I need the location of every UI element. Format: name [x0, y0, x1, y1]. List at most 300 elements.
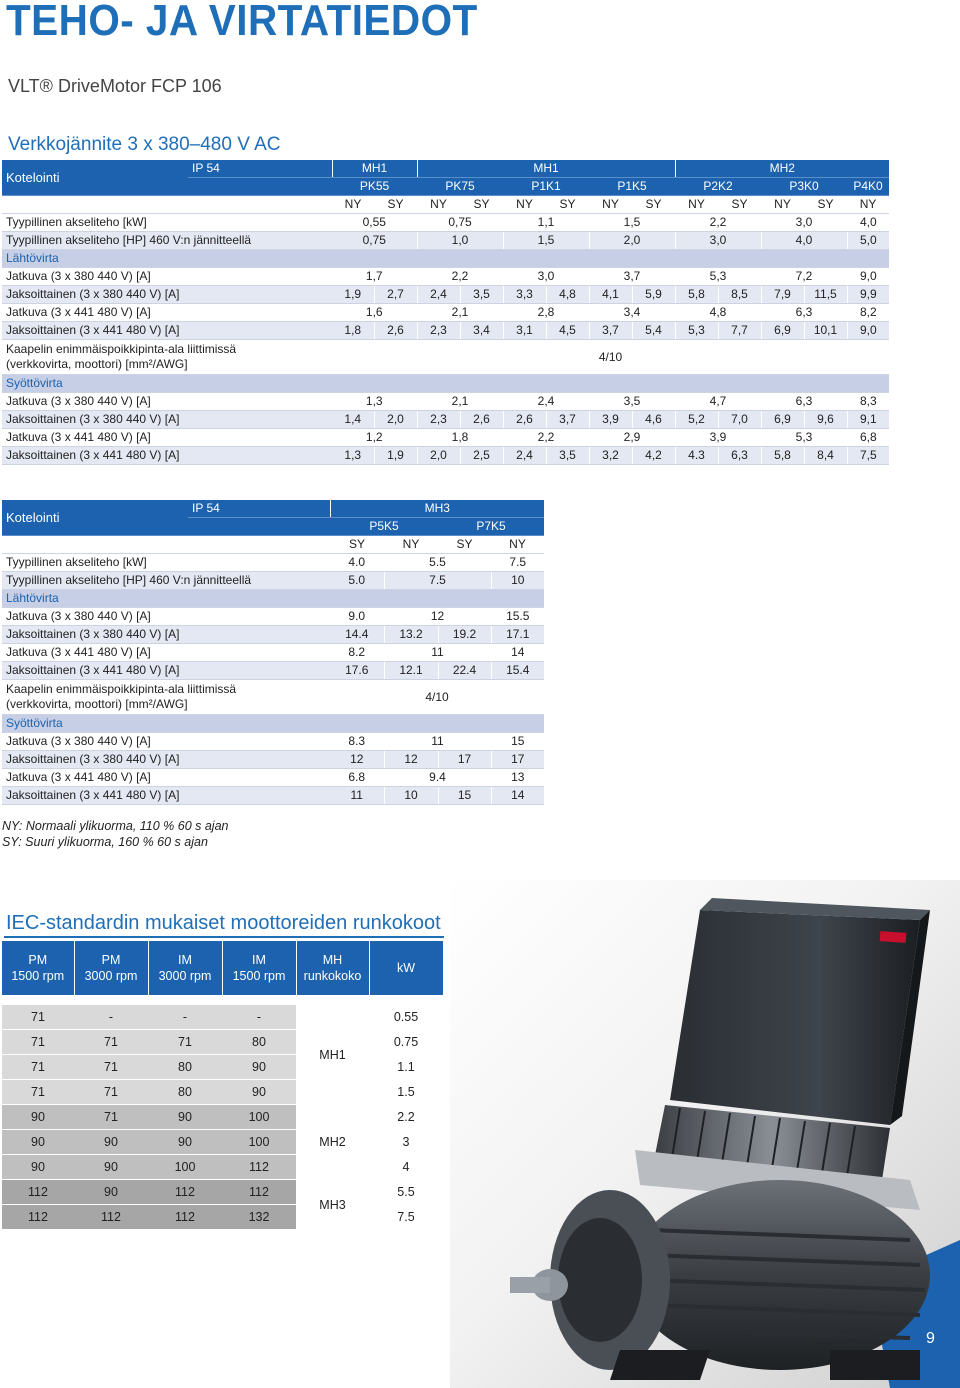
value-cell: 3,4 — [589, 304, 675, 322]
value-cell: 11 — [384, 733, 491, 751]
value-cell: 19.2 — [438, 626, 491, 644]
row-label: Jaksoittainen (3 x 441 480 V) [A] — [2, 662, 330, 680]
data-row — [2, 322, 889, 340]
spacer-cell — [2, 996, 443, 1005]
iec-kw-cell: 5.5 — [369, 1180, 443, 1205]
blank-cell — [188, 196, 332, 214]
iec-frame-cell: MH1 — [296, 1005, 369, 1105]
value-cell: 3,2 — [589, 447, 632, 465]
value-cell: 7,9 — [761, 286, 804, 304]
row-label: Jatkuva (3 x 380 440 V) [A] — [2, 268, 332, 286]
value-cell: 5,9 — [632, 286, 675, 304]
value-cell: 3,0 — [675, 232, 761, 250]
frame-mh1-a: MH1 — [332, 160, 417, 178]
data-row — [2, 554, 544, 572]
value-cell: 3,5 — [460, 286, 503, 304]
value-cell: 8,4 — [804, 447, 847, 465]
iec-cell: 90 — [148, 1105, 222, 1130]
iec-header-cell — [296, 941, 369, 996]
duty-cell: NY — [847, 196, 889, 214]
row-label: Jaksoittainen (3 x 441 480 V) [A] — [2, 787, 330, 805]
value-cell: 4,0 — [761, 232, 847, 250]
value-cell: 2,6 — [503, 411, 546, 429]
iec-title-rule — [4, 936, 444, 938]
value-cell: 2,1 — [417, 393, 503, 411]
value-cell: 14 — [491, 787, 544, 805]
row-label: Jatkuva (3 x 441 480 V) [A] — [2, 644, 330, 662]
data-row — [2, 411, 889, 429]
value-cell: 12.1 — [384, 662, 438, 680]
iec-kw-cell: 2.2 — [369, 1105, 443, 1130]
value-cell: 6,3 — [761, 393, 847, 411]
value-cell: 3,3 — [503, 286, 546, 304]
value-cell: 5,3 — [675, 268, 761, 286]
iec-kw-cell: 0.75 — [369, 1030, 443, 1055]
row-label: Jaksoittainen (3 x 380 440 V) [A] — [2, 626, 330, 644]
row-label: Jatkuva (3 x 380 440 V) [A] — [2, 393, 332, 411]
data-row — [2, 680, 544, 715]
value-cell: 4,7 — [675, 393, 761, 411]
row-label-line2: (verkkovirta, moottori) [mm²/AWG] — [6, 697, 188, 711]
iec-cell: 71 — [74, 1055, 148, 1080]
value-cell: 1,1 — [503, 214, 589, 232]
value-cell: 9.4 — [384, 769, 491, 787]
ip-rating: IP 54 — [188, 500, 330, 518]
iec-cell: 132 — [222, 1205, 296, 1230]
value-cell: 1,8 — [332, 322, 374, 340]
value-cell: 0,75 — [332, 232, 417, 250]
value-cell: 2,0 — [374, 411, 417, 429]
value-cell: 2,4 — [503, 393, 589, 411]
iec-row — [2, 1030, 443, 1055]
value-cell: 6,3 — [718, 447, 761, 465]
value-cell: 9,1 — [847, 411, 889, 429]
value-cell: 7,2 — [761, 268, 847, 286]
iec-header-line2: runkokoko — [303, 969, 362, 983]
row-label: Jaksoittainen (3 x 380 440 V) [A] — [2, 751, 330, 769]
value-cell: 6,9 — [761, 411, 804, 429]
value-cell: 9,0 — [847, 322, 889, 340]
header-row-frames — [2, 500, 544, 518]
value-cell: 6,9 — [761, 322, 804, 340]
value-cell: 3,1 — [503, 322, 546, 340]
iec-cell: 90 — [2, 1105, 74, 1130]
iec-header-line2: 3000 rpm — [84, 969, 138, 983]
voltage-heading: Verkkojännite 3 x 380–480 V AC — [8, 134, 281, 155]
value-cell: 10 — [491, 572, 544, 590]
iec-row — [2, 1080, 443, 1105]
duty-cell: NY — [384, 536, 438, 554]
value-cell: 7.5 — [384, 572, 491, 590]
iec-cell: 71 — [2, 1005, 74, 1030]
value-cell: 15 — [491, 733, 544, 751]
iec-cell: 90 — [74, 1180, 148, 1205]
value-cell: 14 — [491, 644, 544, 662]
value-cell: 3,4 — [460, 322, 503, 340]
value-cell: 12 — [384, 751, 438, 769]
value-cell: 2,5 — [460, 447, 503, 465]
model-p2k2: P2K2 — [675, 178, 761, 196]
value-cell: 9,9 — [847, 286, 889, 304]
value-cell: 3,0 — [761, 214, 847, 232]
section-row — [2, 715, 544, 733]
iec-cell: 90 — [148, 1130, 222, 1155]
iec-frame-cell: MH2 — [296, 1105, 369, 1180]
duty-cell: SY — [374, 196, 417, 214]
value-cell: 15 — [438, 787, 491, 805]
iec-kw-cell: 1.5 — [369, 1080, 443, 1105]
model-pk75: PK75 — [417, 178, 503, 196]
ip-rating: IP 54 — [188, 160, 332, 178]
duty-cell: NY — [332, 196, 374, 214]
value-cell: 4,5 — [546, 322, 589, 340]
section-label: Syöttövirta — [2, 715, 544, 733]
value-cell: 2,7 — [374, 286, 417, 304]
iec-row — [2, 1005, 443, 1030]
model-p5k5: P5K5 — [330, 518, 438, 536]
model-p7k5: P7K5 — [438, 518, 544, 536]
value-cell: 11 — [384, 644, 491, 662]
value-cell: 2,2 — [417, 268, 503, 286]
duty-cell: NY — [761, 196, 804, 214]
power-current-table-2 — [2, 500, 544, 805]
value-cell: 2,0 — [417, 447, 460, 465]
value-cell: 10 — [384, 787, 438, 805]
row-label: Jaksoittainen (3 x 441 480 V) [A] — [2, 322, 332, 340]
duty-cell: NY — [503, 196, 546, 214]
duty-cell: SY — [438, 536, 491, 554]
data-row — [2, 447, 889, 465]
row-label: Jaksoittainen (3 x 380 440 V) [A] — [2, 411, 332, 429]
value-cell: 4,8 — [546, 286, 589, 304]
duty-row — [2, 536, 544, 554]
iec-header-cell — [222, 941, 296, 996]
value-cell: 5,3 — [675, 322, 718, 340]
value-cell: 3,9 — [675, 429, 761, 447]
value-cell: 2,3 — [417, 322, 460, 340]
row-label: Jatkuva (3 x 380 440 V) [A] — [2, 608, 330, 626]
data-row — [2, 733, 544, 751]
value-cell: 4/10 — [332, 340, 889, 375]
iec-kw-cell: 3 — [369, 1130, 443, 1155]
iec-cell: - — [148, 1005, 222, 1030]
row-label: Jaksoittainen (3 x 380 440 V) [A] — [2, 286, 332, 304]
blank-cell — [188, 518, 330, 536]
data-row — [2, 751, 544, 769]
value-cell: 8,5 — [718, 286, 761, 304]
value-cell: 3,7 — [546, 411, 589, 429]
value-cell: 17.6 — [330, 662, 384, 680]
section-row — [2, 375, 889, 393]
iec-header-line1: kW — [396, 961, 416, 975]
model-p3k0: P3K0 — [761, 178, 847, 196]
value-cell: 2,4 — [503, 447, 546, 465]
value-cell: 4,2 — [632, 447, 675, 465]
duty-cell: SY — [546, 196, 589, 214]
value-cell: 1,6 — [332, 304, 417, 322]
value-cell: 4,6 — [632, 411, 675, 429]
value-cell: 1,3 — [332, 393, 417, 411]
iec-cell: 90 — [222, 1055, 296, 1080]
value-cell: 6.8 — [330, 769, 384, 787]
duty-cell: SY — [718, 196, 761, 214]
spacer-row — [2, 996, 443, 1005]
value-cell: 13.2 — [384, 626, 438, 644]
value-cell: 3,5 — [546, 447, 589, 465]
row-label: Jatkuva (3 x 441 480 V) [A] — [2, 769, 330, 787]
data-row — [2, 662, 544, 680]
iec-header-line2: 1500 rpm — [232, 969, 286, 983]
enclosure-label: Kotelointi — [2, 160, 188, 196]
iec-header-line2: 1500 rpm — [11, 969, 65, 983]
iec-cell: 90 — [74, 1155, 148, 1180]
iec-header-cell — [74, 941, 148, 996]
iec-cell: 71 — [2, 1055, 74, 1080]
iec-cell: 71 — [74, 1105, 148, 1130]
iec-cell: 100 — [222, 1130, 296, 1155]
iec-header-line1: IM — [252, 953, 266, 967]
value-cell: 11,5 — [804, 286, 847, 304]
blank-cell — [2, 196, 188, 214]
value-cell: 1,5 — [589, 214, 675, 232]
iec-header-line1: MH — [322, 953, 343, 967]
value-cell: 3,0 — [503, 268, 589, 286]
iec-cell: - — [74, 1005, 148, 1030]
value-cell: 7,7 — [718, 322, 761, 340]
row-label — [2, 340, 332, 375]
value-cell: 4,8 — [675, 304, 761, 322]
iec-kw-cell: 4 — [369, 1155, 443, 1180]
value-cell: 4,1 — [589, 286, 632, 304]
blank-cell — [188, 178, 332, 196]
row-label: Tyypillinen akseliteho [kW] — [2, 214, 332, 232]
value-cell: 15.4 — [491, 662, 544, 680]
value-cell: 3,7 — [589, 322, 632, 340]
value-cell: 5,3 — [761, 429, 847, 447]
value-cell: 8,2 — [847, 304, 889, 322]
model-p4k0: P4K0 — [847, 178, 889, 196]
model-pk55: PK55 — [332, 178, 417, 196]
data-row — [2, 769, 544, 787]
iec-header-line1: PM — [101, 953, 121, 967]
value-cell: 5,8 — [675, 286, 718, 304]
value-cell: 8.3 — [330, 733, 384, 751]
value-cell: 5.0 — [330, 572, 384, 590]
iec-row — [2, 1055, 443, 1080]
model-p1k5: P1K5 — [589, 178, 675, 196]
iec-cell: 80 — [148, 1055, 222, 1080]
iec-header-line2: 3000 rpm — [158, 969, 212, 983]
blank-cell — [188, 536, 330, 554]
value-cell: 7,5 — [847, 447, 889, 465]
value-cell: 2,3 — [417, 411, 460, 429]
frame-mh2: MH2 — [675, 160, 889, 178]
value-cell: 5,0 — [847, 232, 889, 250]
duty-cell: NY — [417, 196, 460, 214]
value-cell: 17.1 — [491, 626, 544, 644]
value-cell: 1,2 — [332, 429, 417, 447]
iec-cell: 80 — [148, 1080, 222, 1105]
value-cell: 10,1 — [804, 322, 847, 340]
duty-cell: SY — [460, 196, 503, 214]
value-cell: 2,6 — [374, 322, 417, 340]
value-cell: 2,8 — [503, 304, 589, 322]
value-cell: 5,8 — [761, 447, 804, 465]
value-cell: 0,55 — [332, 214, 417, 232]
iec-cell: 90 — [2, 1155, 74, 1180]
duty-cell: NY — [491, 536, 544, 554]
data-row — [2, 429, 889, 447]
value-cell: 2,2 — [503, 429, 589, 447]
iec-cell: 112 — [222, 1155, 296, 1180]
value-cell: 2,1 — [417, 304, 503, 322]
data-row — [2, 286, 889, 304]
model-p1k1: P1K1 — [503, 178, 589, 196]
row-label: Tyypillinen akseliteho [HP] 460 V:n jännitteellä — [2, 232, 332, 250]
row-label: Jatkuva (3 x 441 480 V) [A] — [2, 429, 332, 447]
row-label: Jatkuva (3 x 380 440 V) [A] — [2, 733, 330, 751]
iec-frame-size-table — [2, 941, 444, 1230]
row-label — [2, 680, 330, 715]
value-cell: 17 — [438, 751, 491, 769]
value-cell: 8.2 — [330, 644, 384, 662]
data-row — [2, 304, 889, 322]
value-cell: 13 — [491, 769, 544, 787]
page-title: TEHO- JA VIRTATIEDOT — [6, 0, 478, 45]
value-cell: 1,9 — [332, 286, 374, 304]
blank-cell — [2, 536, 188, 554]
value-cell: 22.4 — [438, 662, 491, 680]
data-row — [2, 268, 889, 286]
value-cell: 6,8 — [847, 429, 889, 447]
header-row-frames — [2, 160, 889, 178]
data-row — [2, 340, 889, 375]
iec-header-row — [2, 941, 443, 996]
iec-cell: 112 — [74, 1205, 148, 1230]
value-cell: 1,5 — [503, 232, 589, 250]
iec-kw-cell: 7.5 — [369, 1205, 443, 1230]
row-label: Tyypillinen akseliteho [kW] — [2, 554, 330, 572]
duty-cell: NY — [589, 196, 632, 214]
value-cell: 3,5 — [589, 393, 675, 411]
value-cell: 17 — [491, 751, 544, 769]
data-row — [2, 644, 544, 662]
iec-header-line1: PM — [28, 953, 48, 967]
section-row — [2, 590, 544, 608]
page-number: 9 — [926, 1330, 935, 1347]
value-cell: 14.4 — [330, 626, 384, 644]
row-label: Jatkuva (3 x 441 480 V) [A] — [2, 304, 332, 322]
value-cell: 1,8 — [417, 429, 503, 447]
value-cell: 9,0 — [847, 268, 889, 286]
value-cell: 0,75 — [417, 214, 503, 232]
iec-kw-cell: 1.1 — [369, 1055, 443, 1080]
section-row — [2, 250, 889, 268]
data-row — [2, 572, 544, 590]
enclosure-label: Kotelointi — [2, 500, 188, 536]
value-cell: 5.5 — [384, 554, 491, 572]
iec-header-line1: IM — [178, 953, 192, 967]
value-cell: 2,2 — [675, 214, 761, 232]
row-label-line2: (verkkovirta, moottori) [mm²/AWG] — [6, 357, 188, 371]
value-cell: 15.5 — [491, 608, 544, 626]
value-cell: 4,0 — [847, 214, 889, 232]
product-name: VLT® DriveMotor FCP 106 — [8, 76, 222, 96]
data-row — [2, 787, 544, 805]
iec-cell: 112 — [2, 1205, 74, 1230]
iec-cell: 112 — [148, 1180, 222, 1205]
duty-cell: SY — [632, 196, 675, 214]
section-label: Lähtövirta — [2, 590, 544, 608]
data-row — [2, 393, 889, 411]
iec-frame-cell: MH3 — [296, 1180, 369, 1230]
iec-cell: 112 — [2, 1180, 74, 1205]
section-label: Syöttövirta — [2, 375, 889, 393]
value-cell: 8,3 — [847, 393, 889, 411]
iec-kw-cell: 0.55 — [369, 1005, 443, 1030]
iec-cell: 80 — [222, 1030, 296, 1055]
value-cell: 5,4 — [632, 322, 675, 340]
value-cell: 1,7 — [332, 268, 417, 286]
duty-cell: NY — [675, 196, 718, 214]
iec-cell: 100 — [148, 1155, 222, 1180]
value-cell: 2,0 — [589, 232, 675, 250]
row-label-line1: Kaapelin enimmäispoikkipinta-ala liittimissä — [6, 342, 237, 356]
note-sy: SY: Suuri ylikuorma, 160 % 60 s ajan — [2, 835, 208, 849]
frame-mh1-b: MH1 — [417, 160, 675, 178]
data-row — [2, 626, 544, 644]
iec-row — [2, 1130, 443, 1155]
value-cell: 1,3 — [332, 447, 374, 465]
value-cell: 7.5 — [491, 554, 544, 572]
iec-cell: 71 — [74, 1030, 148, 1055]
data-row — [2, 608, 544, 626]
value-cell: 2,9 — [589, 429, 675, 447]
note-ny: NY: Normaali ylikuorma, 110 % 60 s ajan — [2, 819, 229, 833]
data-row — [2, 214, 889, 232]
iec-header-cell — [2, 941, 74, 996]
value-cell: 3,9 — [589, 411, 632, 429]
value-cell: 9.0 — [330, 608, 384, 626]
iec-header-cell — [369, 941, 443, 996]
value-cell: 1,0 — [417, 232, 503, 250]
iec-cell: 100 — [222, 1105, 296, 1130]
value-cell: 2,4 — [417, 286, 460, 304]
iec-cell: 71 — [2, 1080, 74, 1105]
overload-notes — [2, 818, 228, 850]
iec-row — [2, 1105, 443, 1130]
value-cell: 5,2 — [675, 411, 718, 429]
row-label: Jaksoittainen (3 x 441 480 V) [A] — [2, 447, 332, 465]
value-cell: 1,4 — [332, 411, 374, 429]
iec-cell: 90 — [74, 1130, 148, 1155]
drivemotor-photo — [450, 880, 960, 1388]
value-cell: 2,6 — [460, 411, 503, 429]
value-cell: 9,6 — [804, 411, 847, 429]
iec-row — [2, 1155, 443, 1180]
duty-row — [2, 196, 889, 214]
iec-cell: 71 — [148, 1030, 222, 1055]
value-cell: 12 — [384, 608, 491, 626]
iec-cell: - — [222, 1005, 296, 1030]
iec-cell: 90 — [2, 1130, 74, 1155]
iec-section-title: IEC-standardin mukaiset moottoreiden runkokoot — [6, 912, 441, 934]
value-cell: 3,7 — [589, 268, 675, 286]
iec-header-cell — [148, 941, 222, 996]
section-label: Lähtövirta — [2, 250, 889, 268]
value-cell: 6,3 — [761, 304, 847, 322]
value-cell: 11 — [330, 787, 384, 805]
